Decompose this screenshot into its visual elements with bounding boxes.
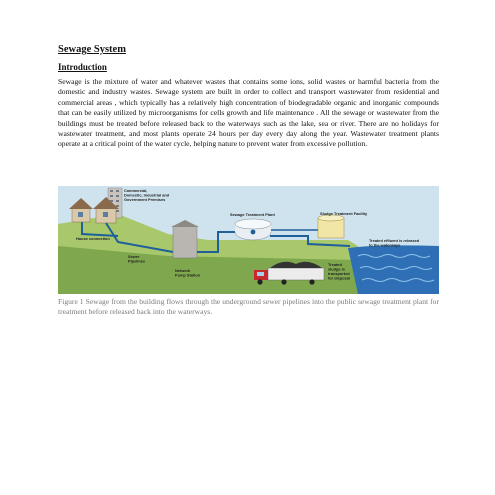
truck-wheel bbox=[281, 279, 286, 284]
intro-paragraph: Sewage is the mixture of water and whatever wastes that contains some ions, solid wastes or harmful bacteria from the domestic and industry wastes. Sewage system are built in order to collect and transport wastewater from residential and commercial areas , which typically has a relatively high concentration of biodegradable organic and inorganic compounds that can be easily utilized by microorganisms for cells growth and life maintenance . All the sewage or wastewater from the buildings must be treated before released back to the waterways such as the lake, sea or river. There are no holidays for wastewater treatment, and most plants operate 24 hours per day every day along the year. Wastewater treatment plants operate at a critical point of the water cycle, helping nature to prevent water from excessive pollution. bbox=[58, 77, 439, 149]
label-network-2: Pump Station bbox=[175, 272, 201, 278]
label-sludge-1: Treated bbox=[328, 262, 342, 267]
treatment-plant-logo bbox=[251, 230, 256, 235]
label-sewer-1: Sewer bbox=[128, 254, 140, 259]
label-sludge-facility: Sludge Treatment Facility bbox=[320, 211, 368, 216]
truck-wheel bbox=[257, 279, 262, 284]
label-house-connection: House connection bbox=[76, 236, 110, 241]
truck-trailer bbox=[268, 268, 324, 280]
label-sludge-4: for disposal bbox=[328, 275, 351, 281]
label-effluent-1: Treated effluent is released bbox=[369, 238, 420, 243]
label-network-1: Network bbox=[175, 268, 191, 273]
label-sewer-2: Pipelines bbox=[128, 258, 146, 264]
sewage-system-diagram bbox=[58, 186, 439, 294]
label-sludge-2: sludge is bbox=[328, 266, 345, 272]
document-title: Sewage System bbox=[58, 44, 126, 55]
section-heading: Introduction bbox=[58, 62, 107, 72]
figure-caption: Figure 1 Sewage from the building flows through the underground sewer pipelines into the public sewage treatment plant for treatment before released back into the waterways. bbox=[58, 297, 439, 317]
pump-station bbox=[173, 226, 197, 258]
label-effluent-2: to the waterways bbox=[369, 242, 401, 248]
label-premises-2: Domestic, Industrial and bbox=[124, 192, 170, 198]
label-premises-3: Government Premises bbox=[124, 197, 166, 202]
label-premises-1: Commercial, bbox=[124, 188, 148, 193]
label-treatment-plant: Sewage Treatment Plant bbox=[230, 212, 275, 217]
label-sludge-3: transported bbox=[328, 271, 350, 276]
truck-wheel bbox=[309, 279, 314, 284]
